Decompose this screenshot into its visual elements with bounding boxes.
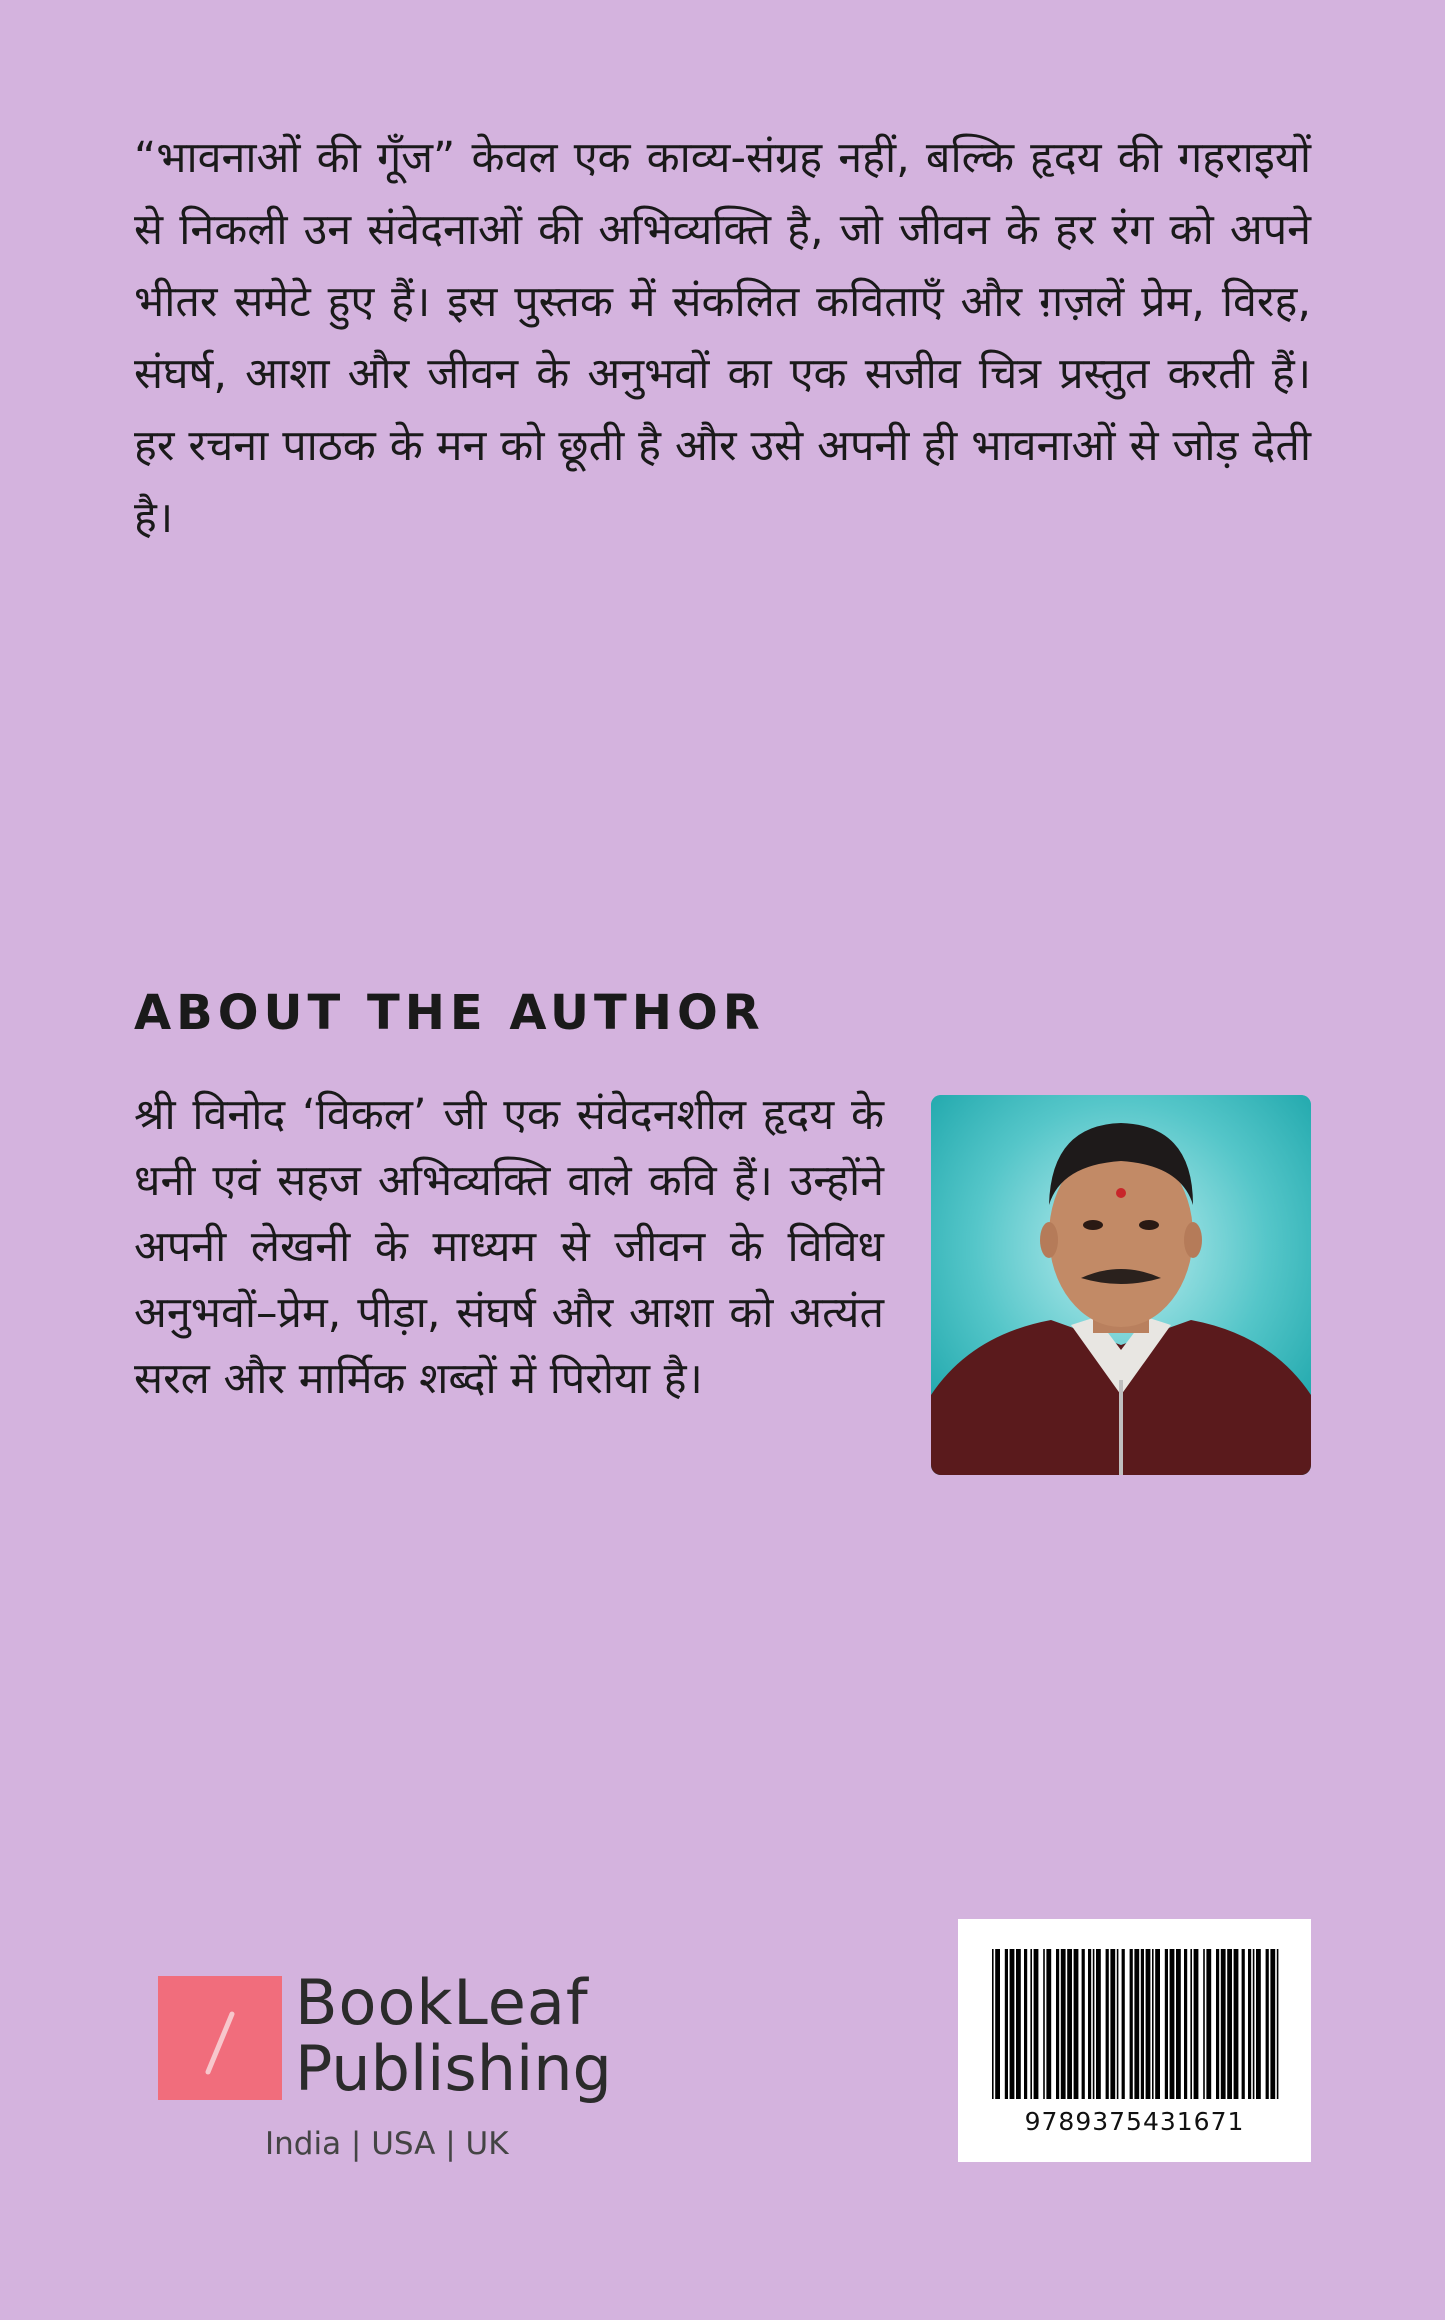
- isbn-number: 9789375431671: [1024, 2107, 1245, 2136]
- publisher-name-line2: Publishing: [295, 2032, 612, 2105]
- publisher-regions: India | USA | UK: [265, 2126, 509, 2162]
- about-the-author-heading: ABOUT THE AUTHOR: [134, 985, 765, 1041]
- barcode-bars: [988, 1949, 1281, 2099]
- publisher-name-line1: BookLeaf: [295, 1966, 589, 2039]
- author-bio: श्री विनोद ‘विकल’ जी एक संवेदनशील हृदय के धनी एवं सहज अभिव्यक्ति वाले कवि हैं। उन्होंने अपनी लेखनी के माध्यम से जीवन के विविध अनुभवों–प्रेम, पीड़ा, संघर्ष और आशा को अत्यंत सरल और मार्मिक शब्दों में पिरोया है।: [134, 1090, 884, 1404]
- logo-slash-icon: [158, 1976, 282, 2100]
- isbn-barcode: [958, 1919, 1311, 2162]
- bookleaf-logo: [158, 1966, 618, 2170]
- back-cover-blurb: “भावनाओं की गूँज” केवल एक काव्य-संग्रह नहीं, बल्कि हृदय की गहराइयों से निकली उन संवेदनाओं की अभिव्यक्ति है, जो जीवन के हर रंग को अपने भीतर समेटे हुए हैं। इस पुस्तक में संकलित कविताएँ और ग़ज़लें प्रेम, विरह, संघर्ष, आशा और जीवन के अनुभवों का एक सजीव चित्र प्रस्तुत करती हैं। हर रचना पाठक के मन को छूती है और उसे अपनी ही भावनाओं से जोड़ देती है।: [134, 133, 1311, 543]
- author-photo: [931, 1095, 1311, 1475]
